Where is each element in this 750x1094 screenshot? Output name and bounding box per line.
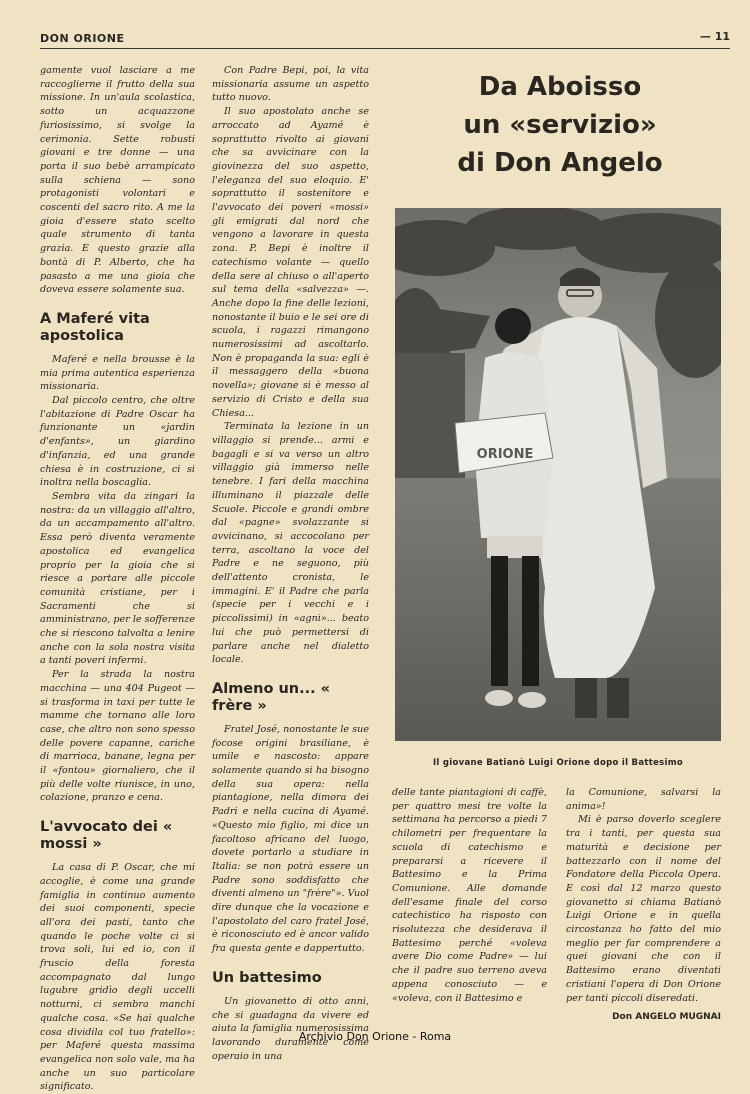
paragraph: Un giovanetto di otto anni, che si guadagna da vivere ed aiuta la famiglia numerosissima lavorando duramente come operaio in una — [212, 995, 369, 1062]
article-column-3 — [392, 786, 547, 1005]
photo-caption: Il giovane Batianò Luigi Orione dopo il Battesimo — [432, 758, 684, 768]
article-column-1 — [40, 64, 195, 1094]
paragraph: Il suo apostolato anche se arroccato ad Ayamé è soprattutto rivolto ai giovani che sa avvicinare con la giovinezza del suo aspetto, l'eleganza del suo eloquio. E' soprattutto il sostenitore e l'avvocato dei poveri «mossi» gli emigrati dal nord che vengono a lavorare in questa zona. P. Bepi è inoltre il catechismo volante — quello della sere al chiuso o all'aperto sul tema della «salvezza» —. Anche dopo la fine delle lezioni, nonostante il buio e le sei ore di scuola, i ragazzi rimangono numerosissimi ad ascoltarlo. Non è propaganda la sua: egli è il messaggero della «buona novella»; giovane si è messo al servizio di Cristo e della sua Chiesa... — [212, 106, 369, 419]
subheading-battesimo: Un battesimo — [212, 969, 322, 986]
archive-footer: Archivio Don Orione - Roma — [298, 1030, 452, 1043]
magazine-name: DON ORIONE — [40, 32, 125, 45]
sign-text: ORIONE — [476, 447, 534, 462]
hut-wall — [395, 353, 465, 483]
paragraph: delle tante piantagioni di caffè, per quattro mesi tre volte la settimana ha percorso a piedi 7 chilometri per frequentare la scuola di catechismo e prepararsi a ricevere il Battesimo e la Prima Comunione. Alle domande dell'esame finale del corso catechistico ha risposto con risolutezza che desiderava il Battesimo perché «voleva avere Dio come Padre» — lui che il padre suo terreno aveva appena conosciuto — e «voleva, con il Battesimo e — [392, 787, 547, 1004]
article-column-2 — [212, 64, 369, 1063]
paragraph: Fratel José, nonostante le sue focose origini brasiliane, è umile e nascosto: appare solamente quando si ha bisogno della sua opera: nella piantagione, nella dimora dei Padri e nella cucina di Ayamé. «Questo mio figlio, mi dice un facoltoso africano del luogo, dovete portarlo a studiare in Italia: se non potrà essere un Padre sono soddisfatto che diventi almeno un "frère"». Vuol dire dunque che la vocazione e l'apostolato del caro fratel José, è riconosciuto ed è ancor valido fra questa gente e dappertutto. — [212, 723, 369, 955]
baptism-photo — [395, 208, 721, 741]
paragraph: Dal piccolo centro, che oltre l'abitazione di Padre Oscar ha funzionante un «jardin d'enfants», un giardino d'infanzia, ed una grande chiesa è in costruzione, ci si inoltra nella boscaglia. — [40, 395, 195, 489]
title-line-2: un «servizio» — [463, 110, 657, 140]
paragraph: Per la strada la nostra macchina — una 404 Pugeot — si trasforma in taxi per tutte le mamme che tornano alle loro case, che altro non sono spesso delle povere capanne, cariche di marrioca, banane, legna per il «fontou» giornaliero, che il più delle volte riunisce, in uno, colazione, pranzo e cena. — [40, 669, 195, 804]
paragraph: gamente vuol lasciare a me raccoglierne il frutto della sua missione. In un'aula scolastica, sotto un acquazzone furiosissimo, si svolge la cerimonia. Sette robusti giovani e tre donne — una porta il suo bebè arrampicato sulla schiena — sono protagonisti volontari e coscenti del sacro rito. A me la gioia d'essere stato scelto quale strumento di tanta grazia. E questo grazie alla bontà di P. Alberto, che ha pasasto a me una gioia che doveva essere solamente sua. — [40, 65, 195, 296]
subheading-mafere: A Maferé vita apostolica — [40, 310, 150, 344]
title-line-3: di Don Angelo — [457, 148, 663, 178]
page-number: — 11 — [699, 30, 730, 43]
paragraph: Con Padre Bepi, poi, la vita missionaria assume un aspetto tutto nuovo. — [212, 65, 369, 104]
subheading-avvocato: L'avvocato dei « mossi » — [40, 819, 173, 853]
article-column-4 — [566, 786, 721, 1025]
paragraph: Terminata la lezione in un villaggio si prende... armi e bagagli e si va verso un altro villaggio già immerso nelle tenebre. I fari della macchina illuminano il piazzale delle Scuole. Piccole e grandi ombre dal «pagne» svolazzante si avvicinano, si accocolano per terra, ascoltano la voce del Padre e ne seguono, più dell'attento cronista, le immagini. E' il Padre che parla (specie per i vecchi e i piccolissimi) in «agni»... beato lui che può permettersi di parlare anche nel dialetto locale. — [212, 421, 369, 666]
author-signature: Don ANGELO MUGNAI — [612, 1012, 721, 1023]
title-line-1: Da Aboisso — [478, 72, 642, 102]
page-header — [40, 30, 730, 49]
paragraph: la Comunione, salvarsi la anima»! — [566, 787, 721, 812]
paragraph: La casa di P. Oscar, che mi accoglie, è come una grande famiglia in continuo aumento dei suoi componenti, specie all'ora dei pasti, tanto che quando le poche volte ci si trova soli, lui ed io, con il fruscio della foresta accompagnato dal lungo lugubre gridìo degli uccelli notturni, ci sembra manchi qualche cosa. «Se hai qualche cosa dividila col tuo fratello»: per Maferé questa massima evangelica non solo vale, ma ha anche un suo particolare significato. — [40, 862, 195, 1093]
paragraph: Maferé e nella brousse è la mia prima autentica esperienza missionaria. — [40, 353, 195, 393]
paragraph: Mi è parso doverlo sceglere tra i tanti, per questa sua maturità e decisione per battezzarlo con il nome del Fondatore della Piccola Opera. E così dal 12 marzo questo giovanetto si chiama Batianò Luigi Orione e in quella circostanza ho fatto del mio meglio per far comprendere a quei giovani che con il Battesimo erano diventati cristiani l'opera di Don Orione per tanti piccoli diseredati. — [566, 814, 721, 1004]
subheading-frere: Almeno un... « frère » — [212, 680, 331, 714]
article-title — [404, 68, 716, 182]
paragraph: Sembra vita da zingari la nostra: da un villaggio all'altro, da un accampamento all'altro. Essa però diventa veramente apostolica ed evangelica proprio per la gioia che si riesce a portare alle piccole comunità cristiane, per i Sacramenti che si amministrano, per le sofferenze che si riescono talvolta a lenire anche con la sola nostra visita a tanti poveri infermi. — [40, 490, 195, 667]
